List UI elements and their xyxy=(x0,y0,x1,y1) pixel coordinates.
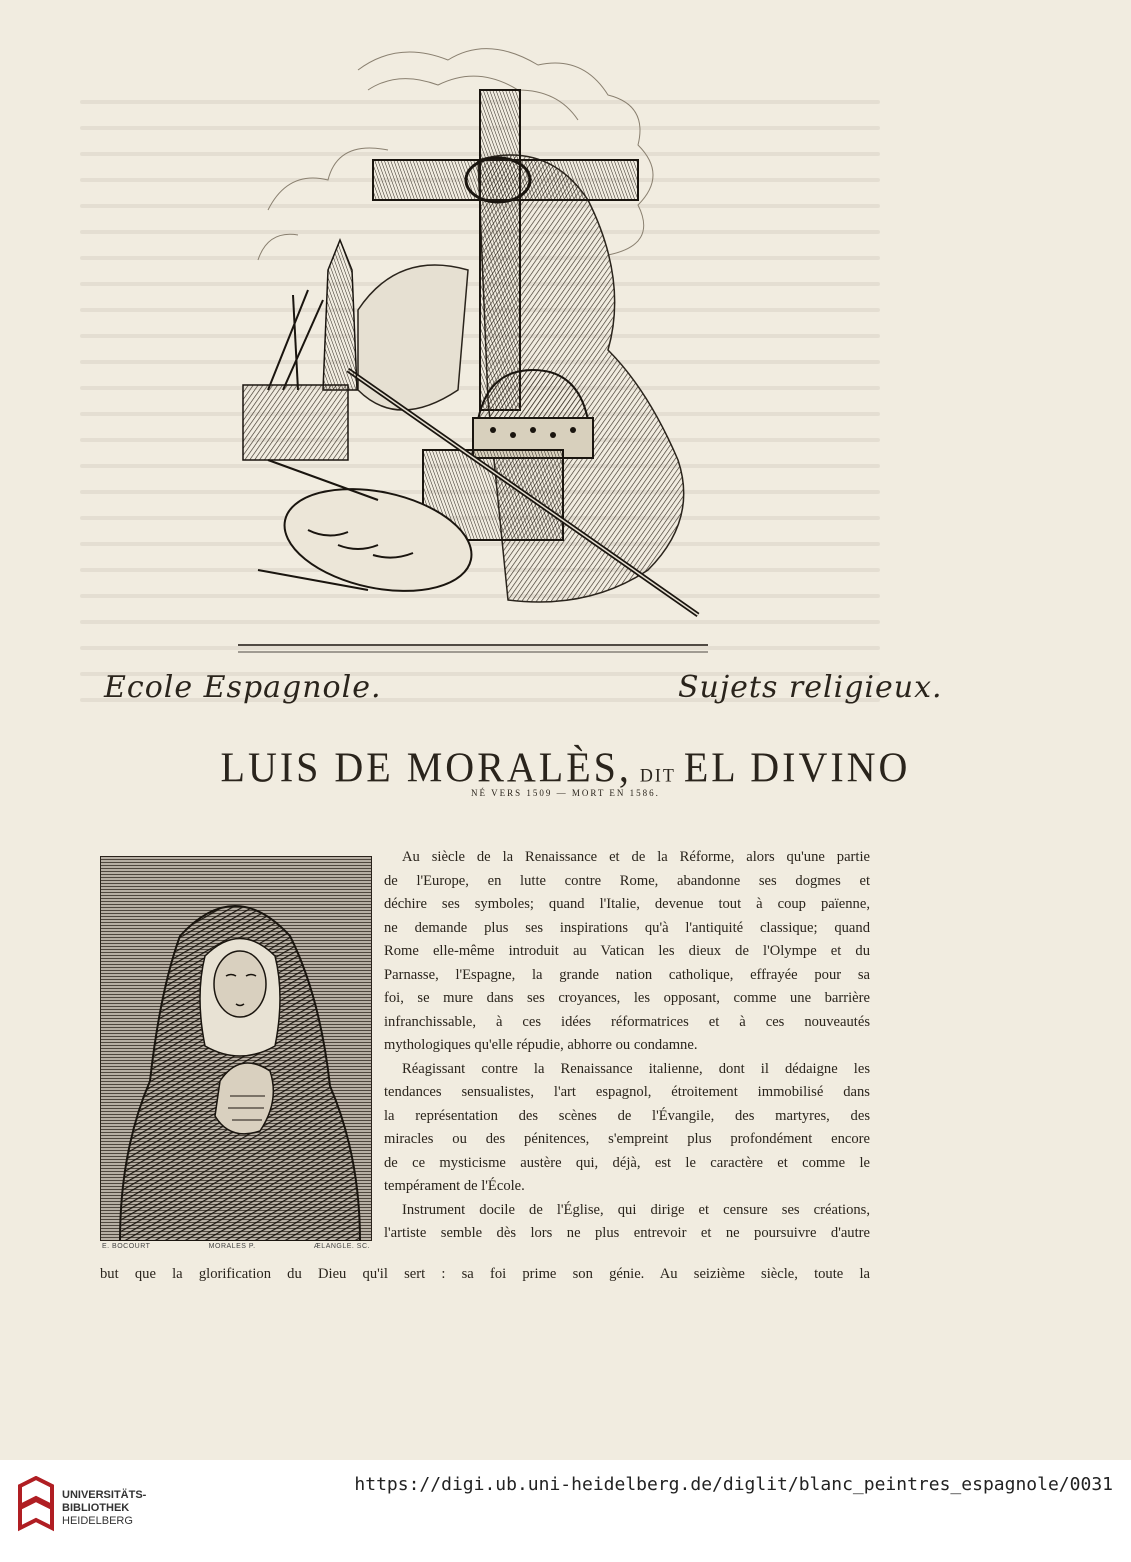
permalink-url[interactable]: https://digi.ub.uni-heidelberg.de/diglit/blanc_peintres_espagnole/0031 xyxy=(354,1474,1113,1495)
portrait-credit-painter: MORALES P. xyxy=(208,1243,256,1250)
library-name-line: UNIVERSITÄTS- xyxy=(62,1489,147,1501)
text-line: Au siècle de la Renaissance et de la Réforme, alors qu'une partie xyxy=(402,849,870,865)
portrait-credit-engraver: ÆLANGLE. SC. xyxy=(313,1243,370,1250)
artist-epithet: EL DIVINO xyxy=(683,743,911,792)
body-text-full-width xyxy=(100,1263,870,1287)
text-line: de l'Europe, en lutte contre Rome, abandonne ses dogmes et xyxy=(384,872,870,889)
library-name-line: HEIDELBERG xyxy=(62,1515,133,1527)
text-line: but que la glorification du Dieu qu'il sert : sa foi prime son génie. Au seizième siècle, toute la xyxy=(100,1266,870,1282)
title-dit: DIT xyxy=(639,764,676,786)
text-line: infranchissable, à ces idées réformatrices et à ces nouveautés xyxy=(384,1013,870,1030)
text-line: ne demande plus ses inspirations qu'à l'antiquité classique; quand xyxy=(384,919,870,936)
text-line: de ce mysticisme austère qui, déjà, est le caractère et comme le xyxy=(384,1154,870,1171)
text-line: Rome elle-même introduit au Vatican les dieux de l'Olympe et du xyxy=(384,943,870,959)
text-line: l'artiste semble dès lors ne plus entrevoir et ne poursuivre d'autre xyxy=(384,1225,870,1241)
library-name xyxy=(62,1489,146,1528)
frontispiece-engraving xyxy=(228,30,728,670)
text-line: Réagissant contre la Renaissance italienne, dont il dédaigne les xyxy=(402,1060,870,1077)
library-name-line: BIBLIOTHEK xyxy=(62,1502,130,1514)
text-line: déchire ses symboles; quand l'Italie, devenue tout à coup païenne, xyxy=(384,896,870,912)
text-line: Instrument docile de l'Église, qui dirige et censure ses créations, xyxy=(402,1201,870,1218)
portrait-credits xyxy=(102,1243,370,1250)
text-line: la représentation des scènes de l'Évangile, des martyres, des xyxy=(384,1107,870,1124)
artist-name: LUIS DE MORALÈS, xyxy=(220,743,632,792)
subject-heading: Sujets religieux. xyxy=(678,670,943,705)
page-title xyxy=(0,743,1131,792)
text-line: Parnasse, l'Espagne, la grande nation catholique, effrayée pour sa xyxy=(384,966,870,983)
text-line: tempérament de l'École. xyxy=(384,1178,525,1194)
library-logo-icon[interactable] xyxy=(14,1476,58,1536)
body-text xyxy=(384,846,870,1246)
text-line: miracles ou des pénitences, s'empreint plus profondément encore xyxy=(384,1131,870,1147)
text-line: mythologiques qu'elle répudie, abhorre ou condamne. xyxy=(384,1037,698,1053)
artist-dates: NÉ VERS 1509 — MORT EN 1586. xyxy=(471,788,660,798)
portrait-credit-drawer: E. BOCOURT xyxy=(102,1243,151,1250)
text-line: tendances sensualistes, l'art espagnol, étroitement immobilisé dans xyxy=(384,1084,870,1100)
portrait-engraving xyxy=(100,856,372,1241)
school-heading: Ecole Espagnole. xyxy=(104,670,382,705)
text-line: foi, se mure dans ses croyances, les opposant, comme une barrière xyxy=(384,990,870,1006)
